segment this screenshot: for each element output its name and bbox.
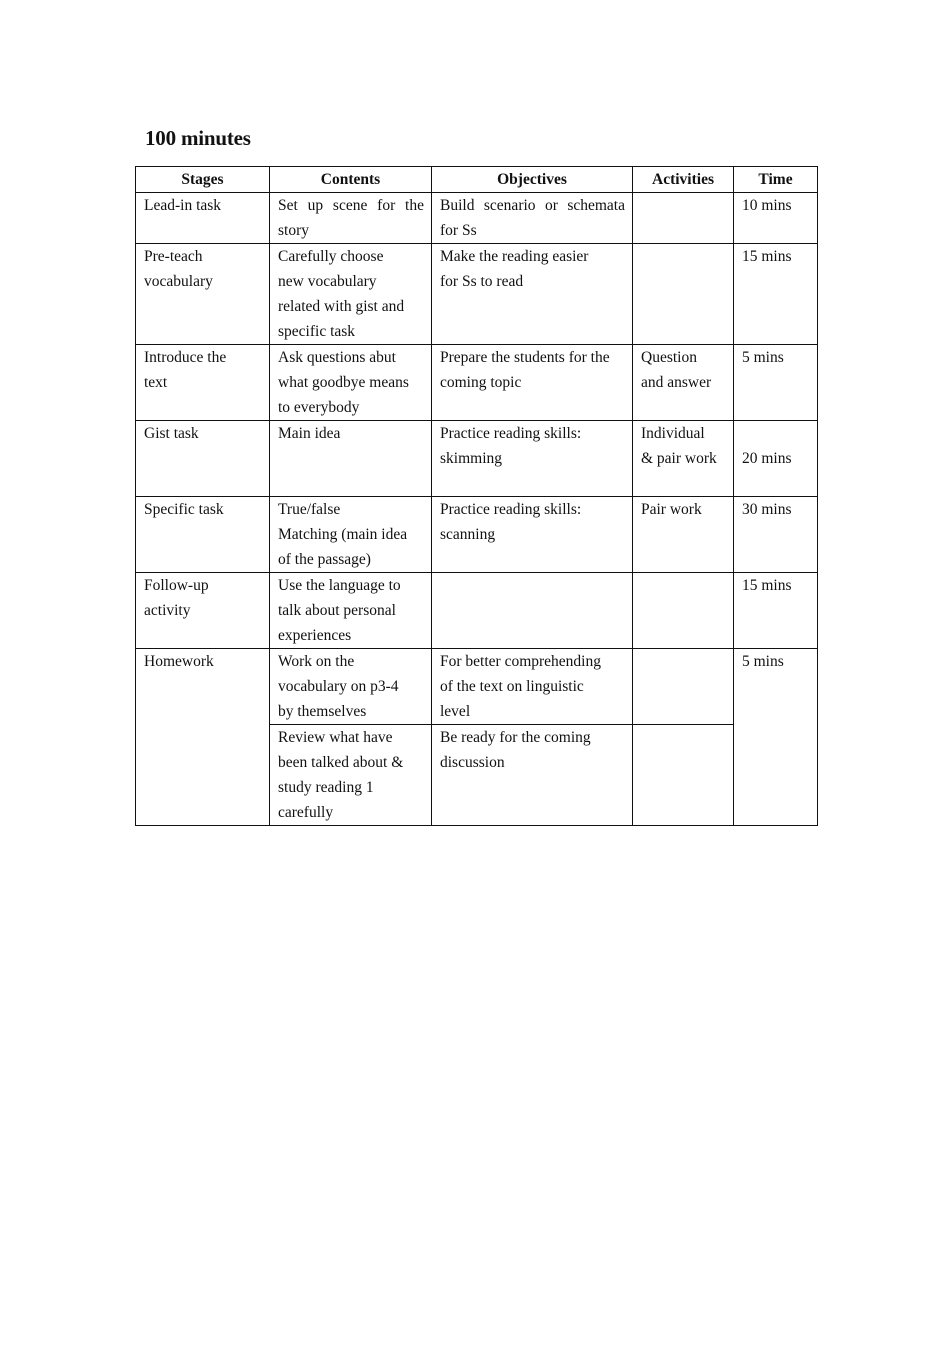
header-row [136, 167, 818, 193]
objectives-cell [432, 573, 633, 649]
activities-cell: Individual & pair work [633, 421, 734, 497]
objectives-cell: Practice reading skills: skimming [432, 421, 633, 497]
objectives-cell: For better comprehending of the text on linguistic level [432, 649, 633, 725]
objectives-cell: Prepare the students for the coming topic [432, 345, 633, 421]
activities-cell [633, 244, 734, 345]
objectives-cell: Make the reading easier for Ss to read [432, 244, 633, 345]
table-row [136, 649, 818, 725]
time-cell: 5 mins [734, 649, 818, 826]
objectives-cell: Practice reading skills: scanning [432, 497, 633, 573]
time-cell: 5 mins [734, 345, 818, 421]
table-row [136, 421, 818, 497]
stage-cell: Lead-in task [136, 193, 270, 244]
contents-cell: Carefully choose new vocabulary related with gist and specific task [270, 244, 432, 345]
column-header-stages: Stages [136, 167, 270, 193]
time-cell: 15 mins [734, 573, 818, 649]
contents-cell: Main idea [270, 421, 432, 497]
time-cell: 10 mins [734, 193, 818, 244]
time-cell: 30 mins [734, 497, 818, 573]
page-title: 100 minutes [145, 126, 251, 150]
column-header-contents: Contents [270, 167, 432, 193]
stage-cell: Follow-up activity [136, 573, 270, 649]
objectives-cell: Build scenario or schemata for Ss [432, 193, 633, 244]
activities-cell [633, 725, 734, 826]
table-row [136, 573, 818, 649]
time-cell: 15 mins [734, 244, 818, 345]
table-row [136, 193, 818, 244]
column-header-objectives: Objectives [432, 167, 633, 193]
contents-cell: Use the language to talk about personal experiences [270, 573, 432, 649]
stage-cell: Introduce the text [136, 345, 270, 421]
time-cell: 20 mins [734, 421, 818, 497]
activities-cell [633, 649, 734, 725]
contents-cell: Work on the vocabulary on p3-4 by themselves [270, 649, 432, 725]
activities-cell: Pair work [633, 497, 734, 573]
activities-cell: Question and answer [633, 345, 734, 421]
objectives-cell: Be ready for the coming discussion [432, 725, 633, 826]
activities-cell [633, 573, 734, 649]
stage-cell: Specific task [136, 497, 270, 573]
table-row [136, 244, 818, 345]
stage-cell: Gist task [136, 421, 270, 497]
contents-cell: Ask questions abut what goodbye means to everybody [270, 345, 432, 421]
contents-cell: Review what have been talked about & study reading 1 carefully [270, 725, 432, 826]
stage-cell: Homework [136, 649, 270, 826]
table-row [136, 345, 818, 421]
column-header-activities: Activities [633, 167, 734, 193]
lesson-plan-table [135, 166, 818, 826]
activities-cell [633, 193, 734, 244]
table-row [136, 497, 818, 573]
contents-cell: True/false Matching (main idea of the passage) [270, 497, 432, 573]
contents-cell: Set up scene for the story [270, 193, 432, 244]
stage-cell: Pre-teach vocabulary [136, 244, 270, 345]
column-header-time: Time [734, 167, 818, 193]
